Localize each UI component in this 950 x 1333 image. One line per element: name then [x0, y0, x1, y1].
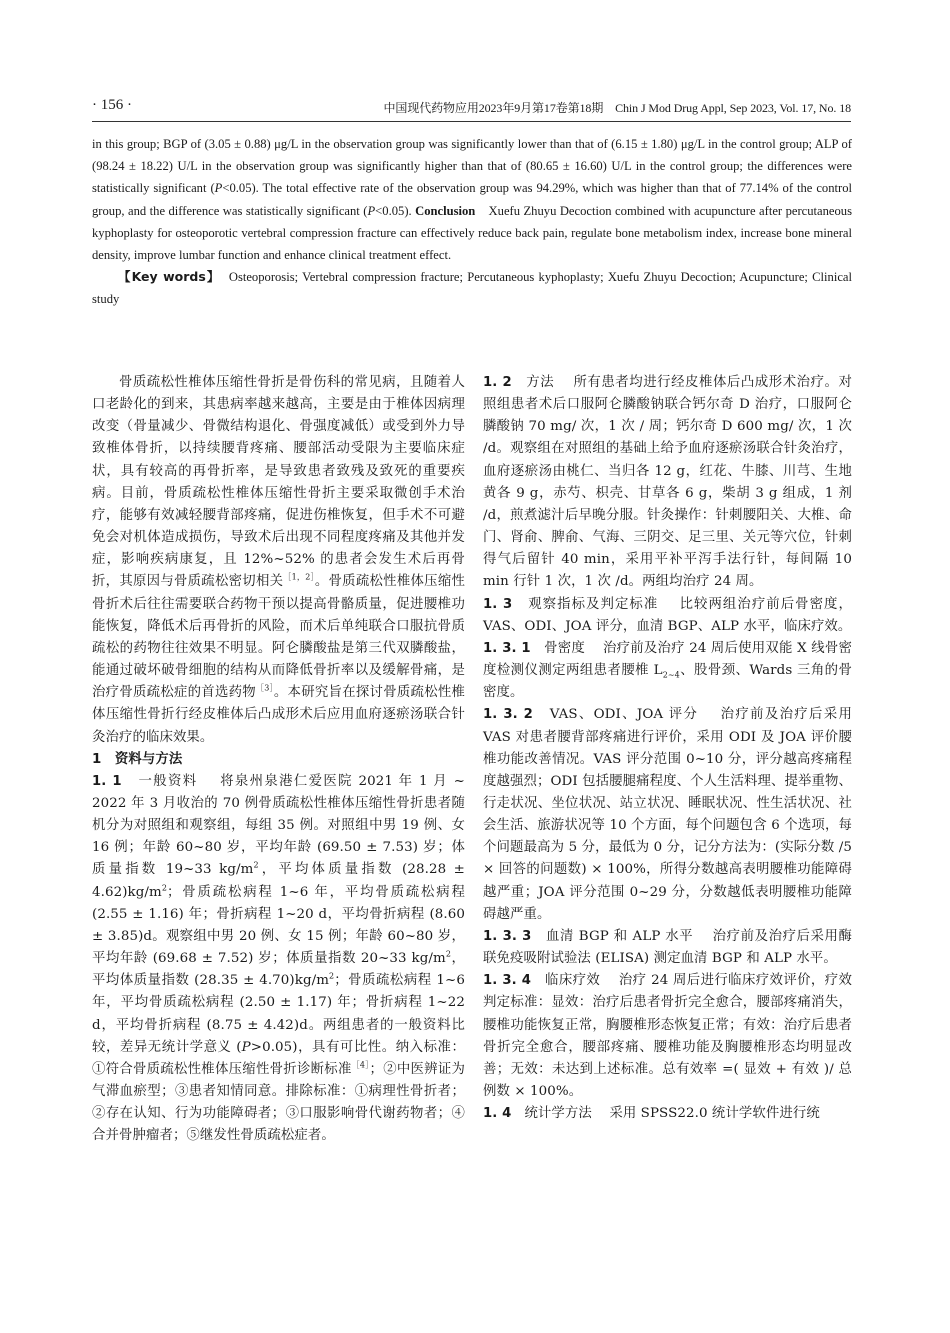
conclusion-label: Conclusion	[415, 203, 476, 218]
subsection-1-3: 1. 3 观察指标及判定标准 比较两组治疗前后骨密度，VAS、ODI、JOA 评分，血清 BGP、ALP 水平，临床疗效。	[483, 596, 852, 634]
subsection-1-4: 1. 4 统计学方法 采用 SPSS22.0 统计学软件进行统	[483, 1106, 820, 1122]
keywords: 【Key words】 Osteoporosis; Vertebral compression fracture; Percutaneous kyphoplasty; Xuefu Zhuyu Decoction; Acupuncture; Clinical study	[92, 269, 853, 307]
running-header	[92, 97, 851, 122]
citation-ref: ［4］	[351, 1060, 370, 1070]
subsection-1-3-3: 1. 3. 3 血清 BGP 和 ALP 水平 治疗前及治疗后采用酶联免疫吸附试验法 (ELISA) 测定血清 BGP 和 ALP 水平。	[483, 928, 852, 967]
citation-ref: ［3］	[255, 683, 274, 693]
left-column	[92, 372, 465, 1147]
introduction-paragraph: 骨质疏松性椎体压缩性骨折是骨伤科的常见病，且随着人口老龄化的到来，其患病率越来越高，主要是由于椎体因病理改变（骨量减少、骨微结构退化、骨强度减低）或受到外力导致椎体骨折，以持续腰背疼痛、腰部活动受限为主要临床症状，具有较高的再骨折率，是导致患者致残及致死的重要疾病。目前，骨质疏松性椎体压缩性骨折主要采取微创手术治疗，能够有效减轻腰背部疼痛，促进伤椎恢复，但手术不可避免会对机体造成损伤，导致术后出现不同程度疼痛及其他并发症，影响疾病康复，且 12%~52% 的患者会发生术后再骨折，其原因与骨质疏松密切相关$^{[1,2]}$。骨质疏松性椎体压缩性骨折术后往往需要联合药物干预以提高骨骼质量，促进腰椎功能恢复，降低术后再骨折的风险，而术后单纯联合口服抗骨质疏松的药物往往效果不明显。阿仑膦酸盐是第三代双膦酸盐，能通过破坏破骨细胞的结构从而降低骨折率以及缓解骨痛，是治疗骨质疏松症的首选药物$^{[3]}$。本研究旨在探讨骨质疏松性椎体压缩性骨折行经皮椎体后凸成形术后应用血府逐瘀汤联合针灸治疗的临床效果。	[92, 375, 466, 745]
subsection-1-3-1: 1. 3. 1 骨密度 治疗前及治疗 24 周后使用双能 X 线骨密度检测仪测定两组患者腰椎 $L_{2\sim 4}$、股骨颈、Wards 三角的骨密度。	[483, 640, 852, 701]
subsection-1-1: 1. 1 一般资料 将泉州泉港仁爱医院 2021 年 1 月 ~ 2022 年 3 月收治的 70 例骨质疏松性椎体压缩性骨折患者随机分为对照组和观察组，每组 35 例。对照组中男 19 例、女 16 例；年龄 60~80 岁，平均年龄 (69.50 ± 7.53) 岁；体质量指数 19~33 $kg/m^2$，平均体质量指数 $(28.28 \pm 4.62)kg/m^2$；骨质疏松病程 1~6 年，平均骨质疏松病程 (2.55 ± 1.16) 年；骨折病程 1~20 d，平均骨折病程 (8.60 ± 3.85)d。观察组中男 20 例、女 15 例；年龄 60~80 岁，平均年龄 (69.68 ± 7.52) 岁；体质量指数 20~33 $kg/m^2$，平均体质量指数 $(28.35 \pm 4.70)kg/m^2$；骨质疏松病程 1~6 年，平均骨质疏松病程 (2.50 ± 1.17) 年；骨折病程 1~22 d，平均骨折病程 (8.75 ± 4.42)d。两组患者的一般资料比较，差异无统计学意义 (P>0.05)，具有可比性。纳入标准：①符合骨质疏松性椎体压缩性骨折诊断标准$^{[4]}$；②中医辨证为气滞血瘀型；③患者知情同意。排除标准：①病理性骨折者；②存在认知、行为功能障碍者；③口服影响骨代谢药物者；④合并骨肿瘤者；⑤继发性骨质疏松症者。	[92, 773, 466, 1144]
right-column	[483, 372, 852, 1125]
english-abstract	[92, 133, 852, 311]
subsection-1-3-2: 1. 3. 2 VAS、ODI、JOA 评分 治疗前及治疗后采用 VAS 对患者腰背部疼痛进行评价，采用 ODI 及 JOA 评价腰椎功能改善情况。VAS 评分范围 0~10 分，评分越高疼痛程度越强烈；ODI 包括腰腿痛程度、个人生活料理、提举重物、行走状况、坐位状况、站立状况、睡眠状况、性生活状况、社会生活、旅游状况等 10 个方面，每个问题包含 6 个选项，每个问题最高为 5 分，最低为 0 分，记分方法为：(实际分数 /5 × 回答的问题数) × 100%，所得分数越高表明腰椎功能障碍越严重；JOA 评分范围 0~29 分，分数越低表明腰椎功能障碍越严重。	[483, 707, 852, 922]
keywords-label: 【Key words】	[118, 269, 221, 285]
subsection-1-3-4: 1. 3. 4 临床疗效 治疗 24 周后进行临床疗效评价，疗效判定标准：显效：治疗后患者骨折完全愈合，腰部疼痛消失，腰椎功能恢复正常，胸腰椎形态恢复正常；有效：治疗后患者骨折完全愈合，腰部疼痛、腰椎功能及胸腰椎形态均明显改善；无效：未达到上述标准。总有效率 =( 显效 + 有效 )/ 总例数 × 100%。	[483, 973, 852, 1099]
journal-citation: 中国现代药物应用2023年9月第17卷第18期 Chin J Mod Drug Appl, Sep 2023, Vol. 17, No. 18	[383, 101, 851, 115]
page-number: · 156 ·	[92, 97, 132, 113]
section-heading-1: 1 资料与方法	[92, 751, 183, 767]
abstract-results: in this group; BGP of (3.05 ± 0.88) μg/L in the observation group was significantly lower than that of (6.15 ± 1.80) μg/L in the control group; ALP of (98.24 ± 18.22) U/L in the observation group was significantly higher than that of (80.65 ± 16.60) U/L in the control group; the differences were statistically significant (P<0.05). The total effective rate of the observation group was 94.29%, which was higher than that of 77.14% of the control group, and the difference was statistically significant (P<0.05). Conclusion Xuefu Zhuyu Decoction combined with acupuncture after percutaneous kyphoplasty for osteoporotic vertebral compression fracture can effectively reduce back pain, regulate bone metabolism index, increase bone mineral density, improve lumbar function and enhance clinical treatment effect.	[92, 137, 853, 263]
subsection-1-2: 1. 2 方法 所有患者均进行经皮椎体后凸成形术治疗。对照组患者术后口服阿仑膦酸钠联合钙尔奇 D 治疗，口服阿仑膦酸钠 70 mg/ 次，1 次 / 周；钙尔奇 D 600 mg/ 次，1 次 /d。观察组在对照组的基础上给予血府逐瘀汤联合针灸治疗，血府逐瘀汤由桃仁、当归各 12 g，红花、牛膝、川芎、生地黄各 9 g，赤芍、枳壳、甘草各 6 g，柴胡 3 g 组成，1 剂 /d，煎煮滤汁后早晚分服。针灸操作：针刺腰阳关、大椎、命门、肾俞、脾俞、气海、三阴交、足三里、关元等穴位，针刺得气后留针 40 min，采用平补平泻手法行针，每间隔 10 min 行针 1 次，1 次 /d。两组均治疗 24 周。	[483, 375, 852, 590]
citation-ref: ［1，2］	[283, 572, 315, 582]
